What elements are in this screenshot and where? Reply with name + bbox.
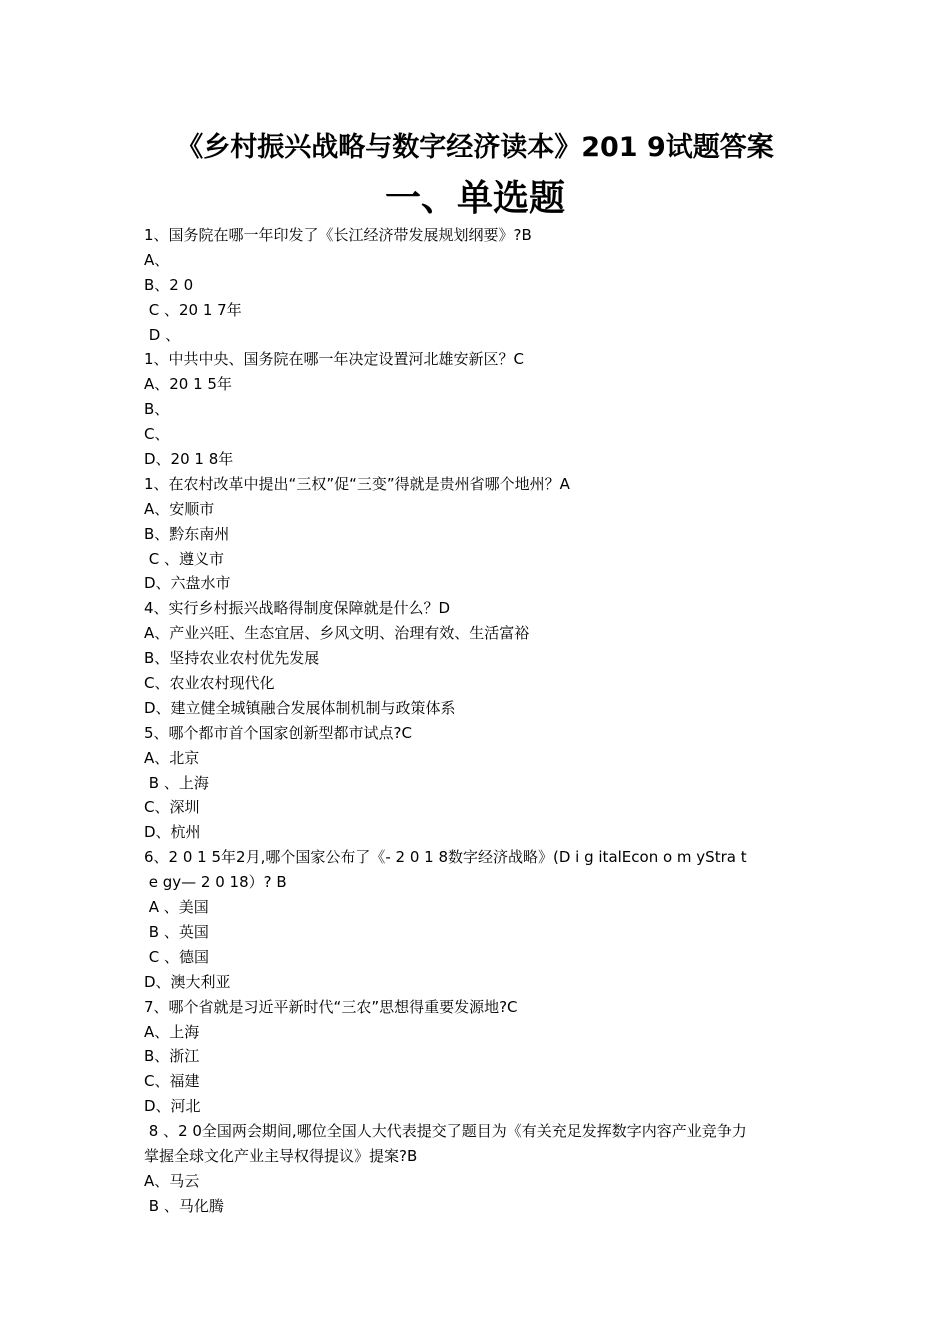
question-line: C 、遵义市 [144, 549, 225, 568]
question-line: 6、2 0 1 5年2月,哪个国家公布了《- 2 0 1 8数字经济战略》(D i g italEcon o m yStra t [144, 848, 747, 867]
question-line: 1、国务院在哪一年印发了《长江经济带发展规划纲要》?B [144, 226, 532, 244]
question-line: B 、马化腾 [144, 1196, 224, 1215]
question-line: B、浙江 [144, 1047, 200, 1066]
question-line: A、上海 [144, 1022, 200, 1041]
question-line: A 、美国 [144, 898, 209, 917]
question-line: B、坚持农业农村优先发展 [144, 649, 320, 668]
question-line: B、 [144, 400, 170, 419]
question-line: C、福建 [144, 1072, 200, 1091]
question-line: C、农业农村现代化 [144, 674, 275, 693]
question-line: A、北京 [144, 748, 200, 767]
question-line: A、安顺市 [144, 499, 215, 518]
question-line: D、澳大利亚 [144, 972, 231, 991]
question-line: D、六盘水市 [144, 574, 231, 593]
question-line: D、河北 [144, 1097, 201, 1116]
document-title: 《乡村振兴战略与数字经济读本》201 9试题答案 [176, 132, 774, 163]
question-line: e gy— 2 0 18）? B [144, 873, 287, 892]
question-line: B、黔东南州 [144, 524, 230, 543]
question-line: A、20 1 5年 [144, 375, 232, 394]
section-heading: 一、单选题 [384, 178, 565, 219]
question-line: C 、20 1 7年 [144, 300, 242, 319]
question-line: 掌握全球文化产业主导权得提议》提案?B [144, 1146, 418, 1165]
question-line: 4、实行乡村振兴战略得制度保障就是什么？D [144, 599, 451, 618]
question-line: D、杭州 [144, 823, 201, 842]
question-line: A、马云 [144, 1171, 200, 1190]
question-line: A、产业兴旺、生态宜居、乡风文明、治理有效、生活富裕 [144, 624, 530, 643]
question-line: D、建立健全城镇融合发展体制机制与政策体系 [144, 698, 456, 717]
question-line: 1、中共中央、国务院在哪一年决定设置河北雄安新区？C [144, 350, 525, 369]
question-text-block [144, 223, 814, 1219]
question-line: B、2 0 [144, 275, 194, 294]
question-line: 7、哪个省就是习近平新时代“三农”思想得重要发源地?C [144, 997, 518, 1016]
question-line: C、深圳 [144, 798, 200, 817]
question-line: 5、哪个都市首个国家创新型都市试点?C [144, 723, 412, 742]
question-line: 1、在农村改革中提出“三权”促“三变”得就是贵州省哪个地州？A [144, 474, 570, 493]
question-line: D 、 [144, 325, 181, 344]
question-line: B 、英国 [144, 922, 209, 941]
question-line: A、 [144, 250, 170, 269]
question-line: D、20 1 8年 [144, 450, 234, 469]
question-line: C 、德国 [144, 947, 210, 966]
question-line: C、 [144, 425, 170, 444]
question-line: B 、上海 [144, 773, 209, 792]
question-line: 8 、2 0全国两会期间,哪位全国人大代表提交了题目为《有关充足发挥数字内容产业竞争力 [144, 1122, 747, 1141]
